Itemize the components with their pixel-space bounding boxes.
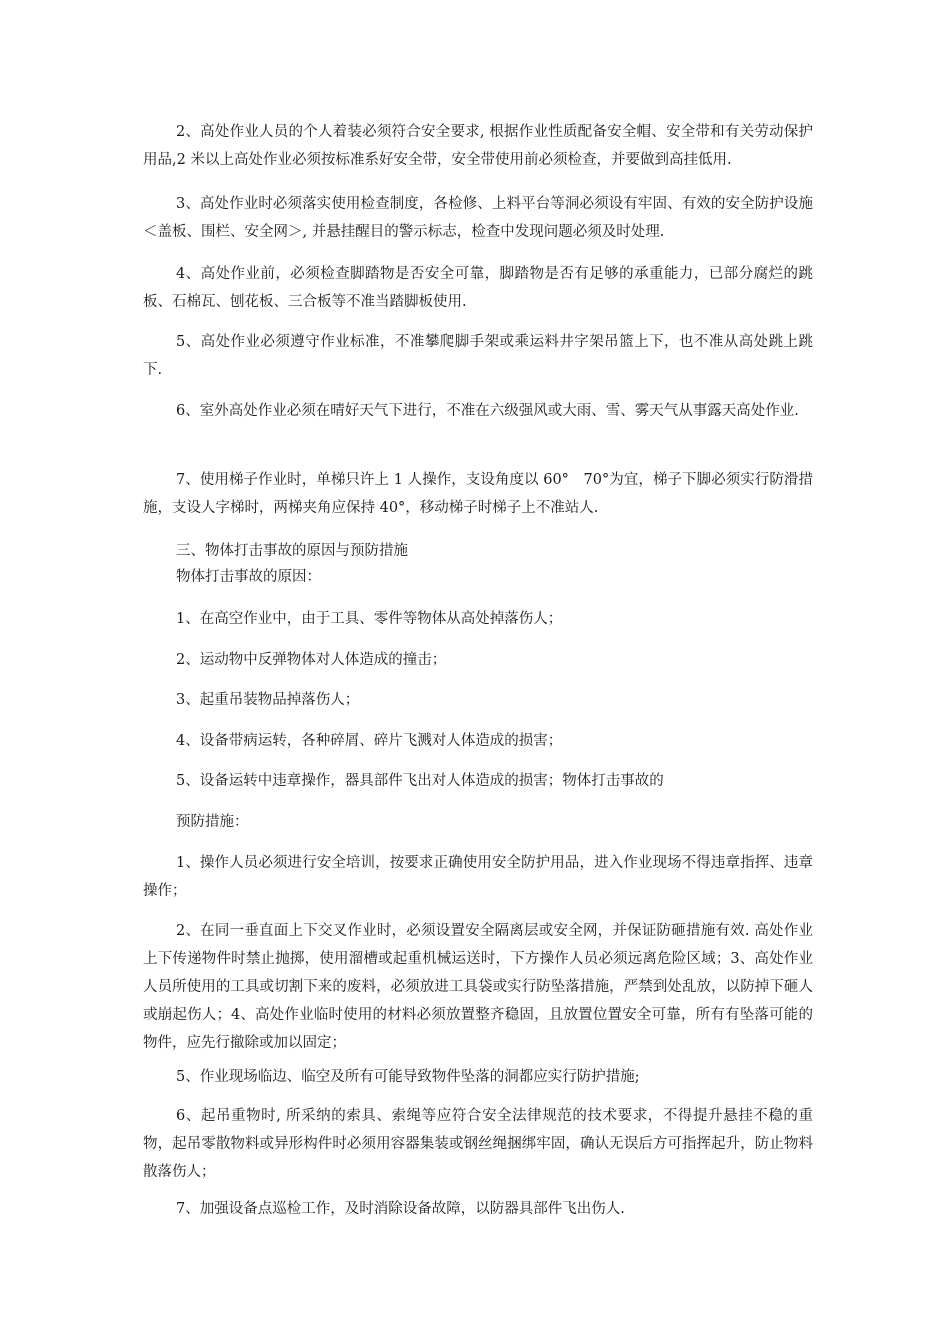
paragraph-fall-7: 7、使用梯子作业时，单梯只许上 1 人操作，支设角度以 60° 70°为宜，梯子下脚必须实行防滑措施，支设人字梯时，两梯夹角应保持 40°，移动梯子时梯子上不准站人. [143, 472, 813, 516]
subheading-prevention: 预防措施： [176, 814, 249, 830]
prevention-item-2-4: 2、在同一垂直面上下交叉作业时，必须设置安全隔离层或安全网，并保证防砸措施有效. 高处作业上下传递物件时禁止抛掷，使用溜槽或起重机械运送时，下方操作人员必须远离危险区域；3、高处作业人员所使用的工具或切割下来的废料，必须放进工具袋或实行防坠落措施，严禁到处乱放，以防掉下砸人或崩起伤人；4、高处作业临时使用的材料必须放置整齐稳固，且放置位置安全可靠，所有有坠落可能的物件，应先行撤除或加以固定； [143, 923, 813, 1051]
subheading-causes: 物体打击事故的原因： [176, 569, 321, 585]
cause-item-2: 2、运动物中反弹物体对人体造成的撞击； [176, 652, 447, 668]
prevention-item-1: 1、操作人员必须进行安全培训，按要求正确使用安全防护用品，进入作业现场不得违章指挥、违章操作； [143, 855, 813, 899]
cause-item-5: 5、设备运转中违章操作，器具部件飞出对人体造成的损害；物体打击事故的 [176, 773, 664, 789]
prevention-item-6: 6、起吊重物时, 所采纳的索具、索绳等应符合安全法律规范的技术要求，不得提升悬挂不稳的重物，起吊零散物料或异形构件时必须用容器集装或钢丝绳捆绑牢固，确认无误后方可指挥起升，防止物料散落伤人； [143, 1108, 813, 1180]
paragraph-fall-2: 2、高处作业人员的个人着装必须符合安全要求, 根据作业性质配备安全帽、安全带和有关劳动保护用品,2 米以上高处作业必须按标准系好安全带，安全带使用前必须检查，并要做到高挂低用. [143, 124, 813, 168]
prevention-item-7: 7、加强设备点巡检工作，及时消除设备故障，以防器具部件飞出伤人. [176, 1201, 625, 1217]
prevention-item-5: 5、作业现场临边、临空及所有可能导致物件坠落的洞都应实行防护措施; [176, 1069, 640, 1085]
section-heading-object-strike: 三、物体打击事故的原因与预防措施 [176, 543, 408, 559]
cause-item-1: 1、在高空作业中，由于工具、零件等物体从高处掉落伤人； [176, 611, 563, 627]
paragraph-fall-4: 4、高处作业前，必须检查脚踏物是否安全可靠，脚踏物是否有足够的承重能力，已部分腐烂的跳板、石棉瓦、刨花板、三合板等不准当踏脚板使用. [143, 266, 813, 310]
paragraph-fall-6: 6、室外高处作业必须在晴好天气下进行，不准在六级强风或大雨、雪、雾天气从事露天高处作业. [176, 403, 799, 419]
cause-item-4: 4、设备带病运转，各种碎屑、碎片飞溅对人体造成的损害； [176, 733, 563, 749]
paragraph-fall-3: 3、高处作业时必须落实使用检查制度，各检修、上料平台等洞必须设有牢固、有效的安全防护设施＜盖板、围栏、安全网＞, 并悬挂醒目的警示标志，检查中发现问题必须及时处理. [143, 196, 813, 240]
cause-item-3: 3、起重吊装物品掉落伤人； [176, 692, 360, 708]
paragraph-fall-5: 5、高处作业必须遵守作业标准，不准攀爬脚手架或乘运料井字架吊篮上下，也不准从高处跳上跳下. [143, 334, 813, 378]
